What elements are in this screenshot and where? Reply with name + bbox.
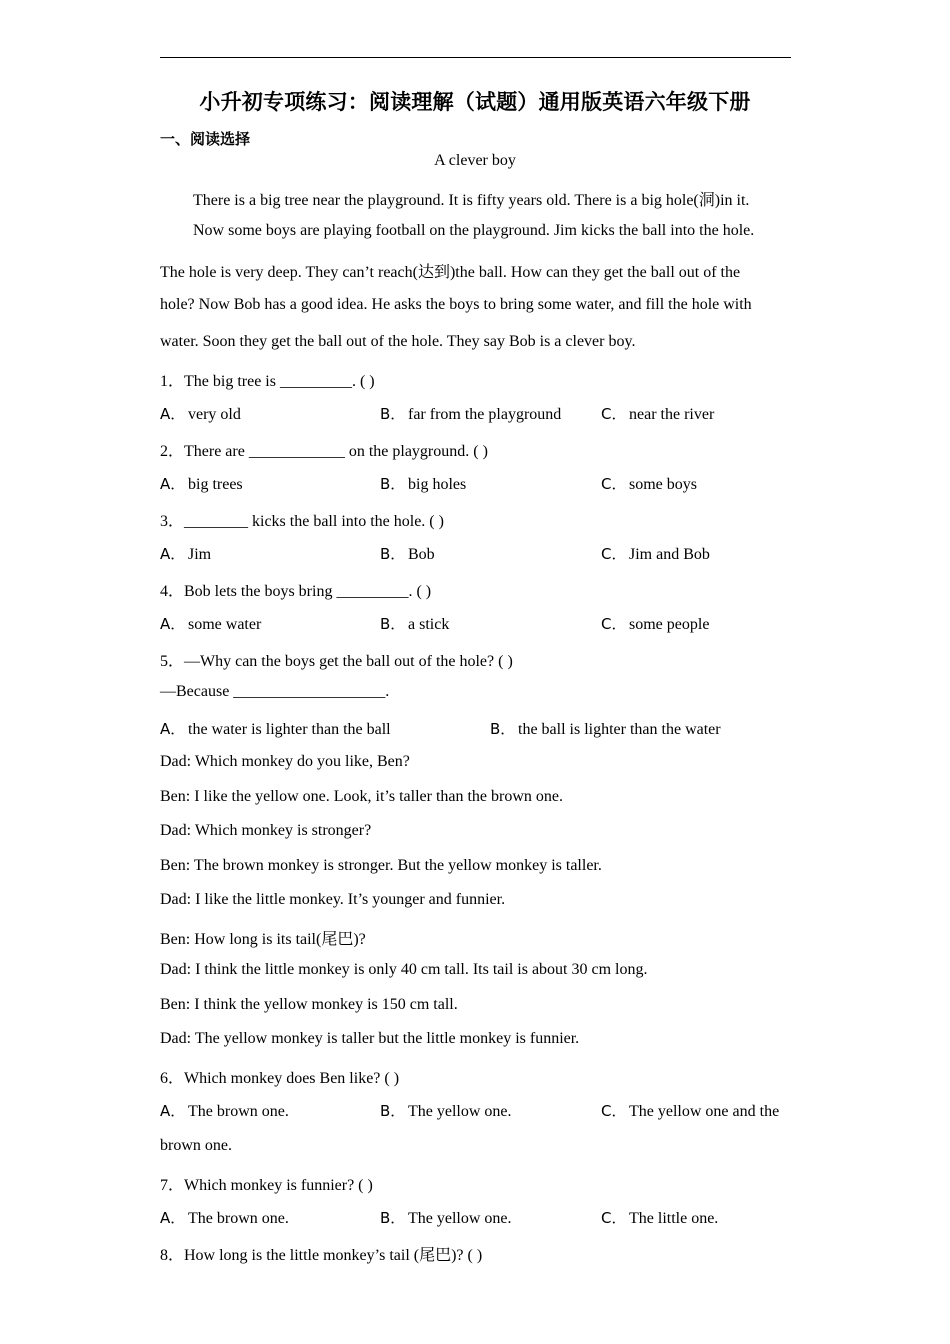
option-b[interactable]: B． The yellow one. [380, 1102, 512, 1120]
dialogue-line: Dad: I like the little monkey. It’s younger and funnier. [160, 891, 506, 908]
option-a[interactable]: A． big trees [160, 475, 243, 493]
page-title: 小升初专项练习：阅读理解（试题）通用版英语六年级下册 [199, 90, 751, 114]
section-heading: 一、阅读选择 [160, 130, 251, 148]
option-b[interactable]: B． The yellow one. [380, 1209, 512, 1227]
option-c[interactable]: C． some boys [601, 475, 697, 493]
option-a[interactable]: A． Jim [160, 545, 212, 563]
dialogue-line: Dad: The yellow monkey is taller but the little monkey is funnier. [160, 1030, 580, 1047]
passage-line: There is a big tree near the playground. It is fifty years old. There is a big hole(洞)in it. [193, 192, 750, 209]
option-c[interactable]: C． The yellow one and the [601, 1102, 780, 1120]
question-stem: 3．________ kicks the ball into the hole. ( ) [160, 513, 444, 530]
option-b[interactable]: B． big holes [380, 475, 467, 493]
question-stem: 5．—Why can the boys get the ball out of the hole? ( ) [160, 653, 513, 670]
dialogue-line: Ben: The brown monkey is stronger. But the yellow monkey is taller. [160, 857, 602, 874]
dialogue-line: Ben: I think the yellow monkey is 150 cm tall. [160, 996, 458, 1013]
question-stem: 2．There are ____________ on the playground. ( ) [160, 443, 488, 460]
option-c[interactable]: C． The little one. [601, 1209, 719, 1227]
option-b[interactable]: B． Bob [380, 545, 435, 563]
option-a[interactable]: A． The brown one. [160, 1209, 289, 1227]
option-c[interactable]: C． near the river [601, 405, 715, 423]
option-b[interactable]: B． far from the playground [380, 405, 562, 423]
option-c[interactable]: C． some people [601, 615, 710, 633]
dialogue-line: Dad: I think the little monkey is only 40 cm tall. Its tail is about 30 cm long. [160, 961, 648, 978]
option-a[interactable]: A． the water is lighter than the ball [160, 720, 391, 738]
passage-line: The hole is very deep. They can’t reach(达到)the ball. How can they get the ball out of the [160, 264, 741, 281]
passage-line: water. Soon they get the ball out of the hole. They say Bob is a clever boy. [160, 333, 636, 350]
passage-line: hole? Now Bob has a good idea. He asks the boys to bring some water, and fill the hole with [160, 296, 752, 313]
option-a[interactable]: A． some water [160, 615, 262, 633]
question-stem: 8．How long is the little monkey’s tail (尾巴)? ( ) [160, 1247, 483, 1264]
option-continuation: brown one. [160, 1137, 232, 1154]
dialogue-line: Ben: How long is its tail(尾巴)? [160, 931, 366, 948]
question-stem: 4．Bob lets the boys bring _________. ( ) [160, 583, 432, 600]
dialogue-line: Dad: Which monkey is stronger? [160, 822, 372, 839]
option-a[interactable]: A． very old [160, 405, 241, 423]
question-stem: 7．Which monkey is funnier? ( ) [160, 1177, 373, 1194]
passage-title: A clever boy [434, 152, 516, 169]
passage-line: Now some boys are playing football on the playground. Jim kicks the ball into the hole. [193, 222, 755, 239]
dialogue-line: Ben: I like the yellow one. Look, it’s taller than the brown one. [160, 788, 564, 805]
question-stem: 6．Which monkey does Ben like? ( ) [160, 1070, 400, 1087]
option-b[interactable]: B． a stick [380, 615, 450, 633]
option-c[interactable]: C． Jim and Bob [601, 545, 710, 563]
option-a[interactable]: A． The brown one. [160, 1102, 289, 1120]
dialogue-line: Dad: Which monkey do you like, Ben? [160, 753, 410, 770]
question-stem: 1．The big tree is _________. ( ) [160, 373, 375, 390]
top-rule [160, 57, 791, 58]
answer-line: —Because ___________________. [160, 683, 390, 700]
option-b[interactable]: B． the ball is lighter than the water [490, 720, 721, 738]
